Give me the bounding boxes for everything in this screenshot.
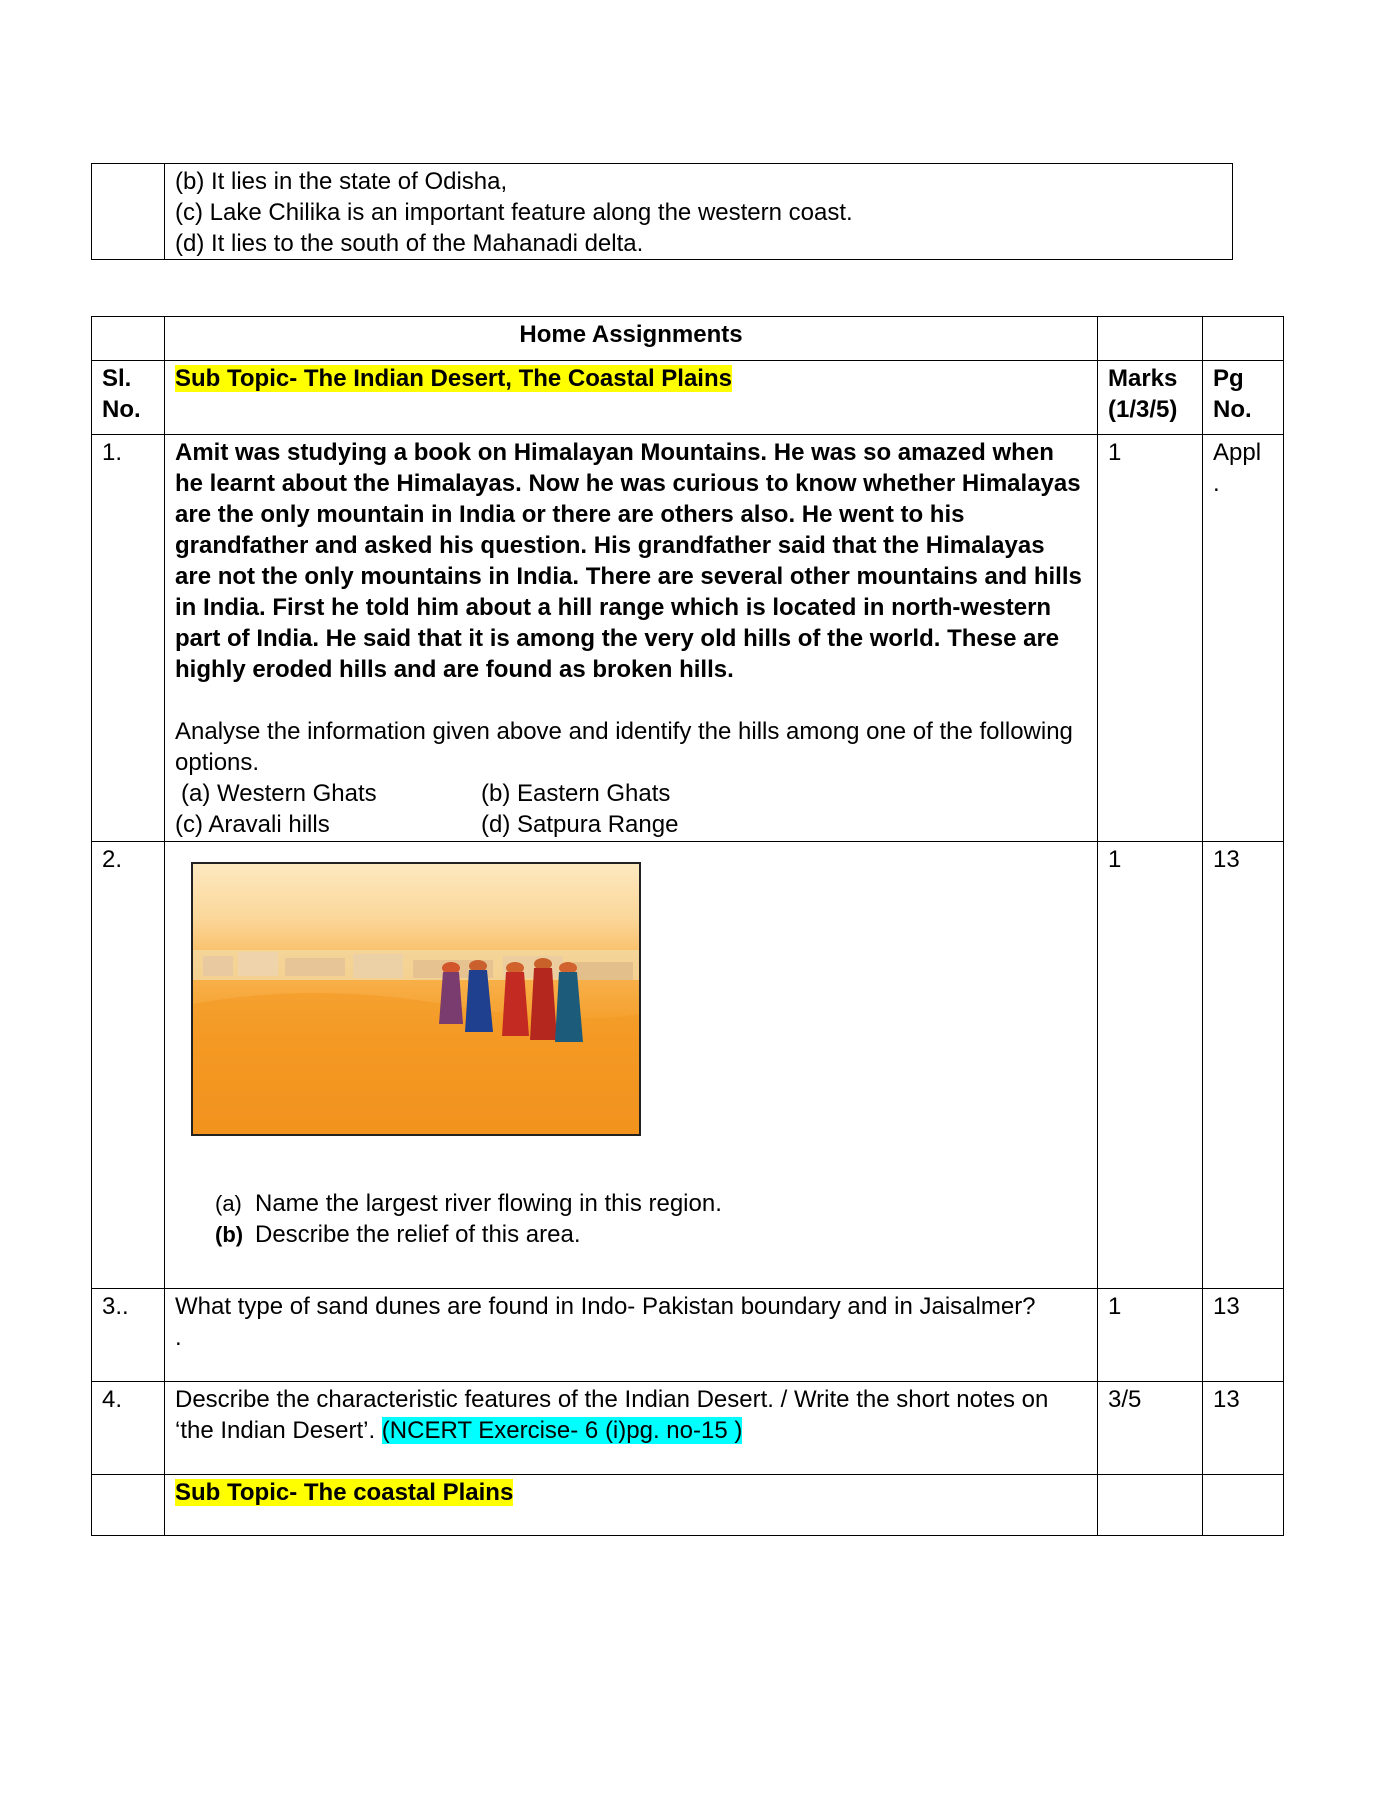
q2-text-a: Name the largest river flowing in this region.	[255, 1190, 722, 1217]
q3-number: 3..	[92, 1289, 165, 1382]
title-row	[92, 317, 1284, 361]
q2-marks: 1	[1098, 842, 1203, 1289]
q4-marks: 3/5	[1098, 1382, 1203, 1475]
table-row	[92, 1289, 1284, 1382]
q1-number: 1.	[92, 435, 165, 842]
col-header-marks: Marks (1/3/5)	[1098, 361, 1203, 435]
sub-topic-heading	[165, 361, 1098, 435]
q4-pg: 13	[1203, 1382, 1284, 1475]
table-row	[92, 1382, 1284, 1475]
option-b: (b) It lies in the state of Odisha,	[175, 168, 508, 195]
q3-text: What type of sand dunes are found in Indo- Pakistan boundary and in Jaisalmer?	[175, 1293, 1036, 1320]
table-title: Home Assignments	[165, 317, 1098, 361]
q3-pg: 13	[1203, 1289, 1284, 1382]
q2-number: 2.	[92, 842, 165, 1289]
q4-text: Describe the characteristic features of the Indian Desert. / Write the short notes on ‘the Indian Desert’.	[175, 1386, 1049, 1444]
table-row	[92, 435, 1284, 842]
q2-label-a: (a)	[215, 1191, 242, 1216]
q3-marks: 1	[1098, 1289, 1203, 1382]
desert-scene-illustration	[193, 864, 639, 1134]
q4-number: 4.	[92, 1382, 165, 1475]
q2-pg: 13	[1203, 842, 1284, 1289]
option-c: (c) Lake Chilika is an important feature along the western coast.	[175, 199, 853, 226]
q2-content	[165, 842, 1098, 1289]
home-assignments-table	[91, 316, 1284, 1536]
sl-cell	[92, 164, 165, 260]
table-row	[92, 842, 1284, 1289]
option-d: (d) It lies to the south of the Mahanadi delta.	[175, 230, 644, 257]
options-cell	[165, 164, 1233, 260]
sub-topic-1: Sub Topic- The Indian Desert, The Coastal Plains	[175, 365, 732, 392]
q1-content	[165, 435, 1098, 842]
q1-option-b: (b) Eastern Ghats	[481, 780, 671, 807]
q4-content	[165, 1382, 1098, 1475]
q1-option-d: (d) Satpura Range	[481, 811, 679, 838]
header-row	[92, 361, 1284, 435]
q2-label-b: (b)	[215, 1222, 244, 1247]
q2-part-b	[215, 1219, 1087, 1250]
q1-passage: Amit was studying a book on Himalayan Mountains. He was so amazed when he learnt about the Himalayas. Now he was curious to know whether Himalayas are the only mountain in India or there are others also. He went to his grandfather and asked his question. His grandfather said that the Himalayas are not the only mountains in India. There are several other mountains and hills in India. First he told him about a hill range which is located in north-western part of India. He said that it is among the very old hills of the world. These are highly eroded hills and are found as broken hills.	[175, 439, 1082, 683]
q1-option-a: (a) Western Ghats	[181, 780, 377, 807]
q2-part-a	[215, 1188, 1087, 1219]
q3-dot: .	[175, 1324, 182, 1351]
q1-marks: 1	[1098, 435, 1203, 842]
sub-topic-2-cell	[165, 1475, 1098, 1536]
q4-ncert-reference: (NCERT Exercise- 6 (i)pg. no-15 )	[381, 1417, 743, 1444]
q1-pg: Appl .	[1203, 435, 1284, 842]
q1-question: Analyse the information given above and identify the hills among one of the following options.	[175, 718, 1073, 776]
q3-content	[165, 1289, 1098, 1382]
q2-text-b: Describe the relief of this area.	[255, 1221, 581, 1248]
col-header-sl: Sl. No.	[92, 361, 165, 435]
col-header-pg: Pg No.	[1203, 361, 1284, 435]
q2-subquestions	[215, 1188, 1087, 1250]
sub-topic-2: Sub Topic- The coastal Plains	[175, 1479, 514, 1506]
q1-option-c: (c) Aravali hills	[175, 811, 330, 838]
subtopic-row	[92, 1475, 1284, 1536]
desert-photo	[191, 862, 641, 1136]
previous-question-table	[91, 163, 1233, 260]
table-row	[92, 164, 1233, 260]
q1-options	[175, 778, 1087, 840]
